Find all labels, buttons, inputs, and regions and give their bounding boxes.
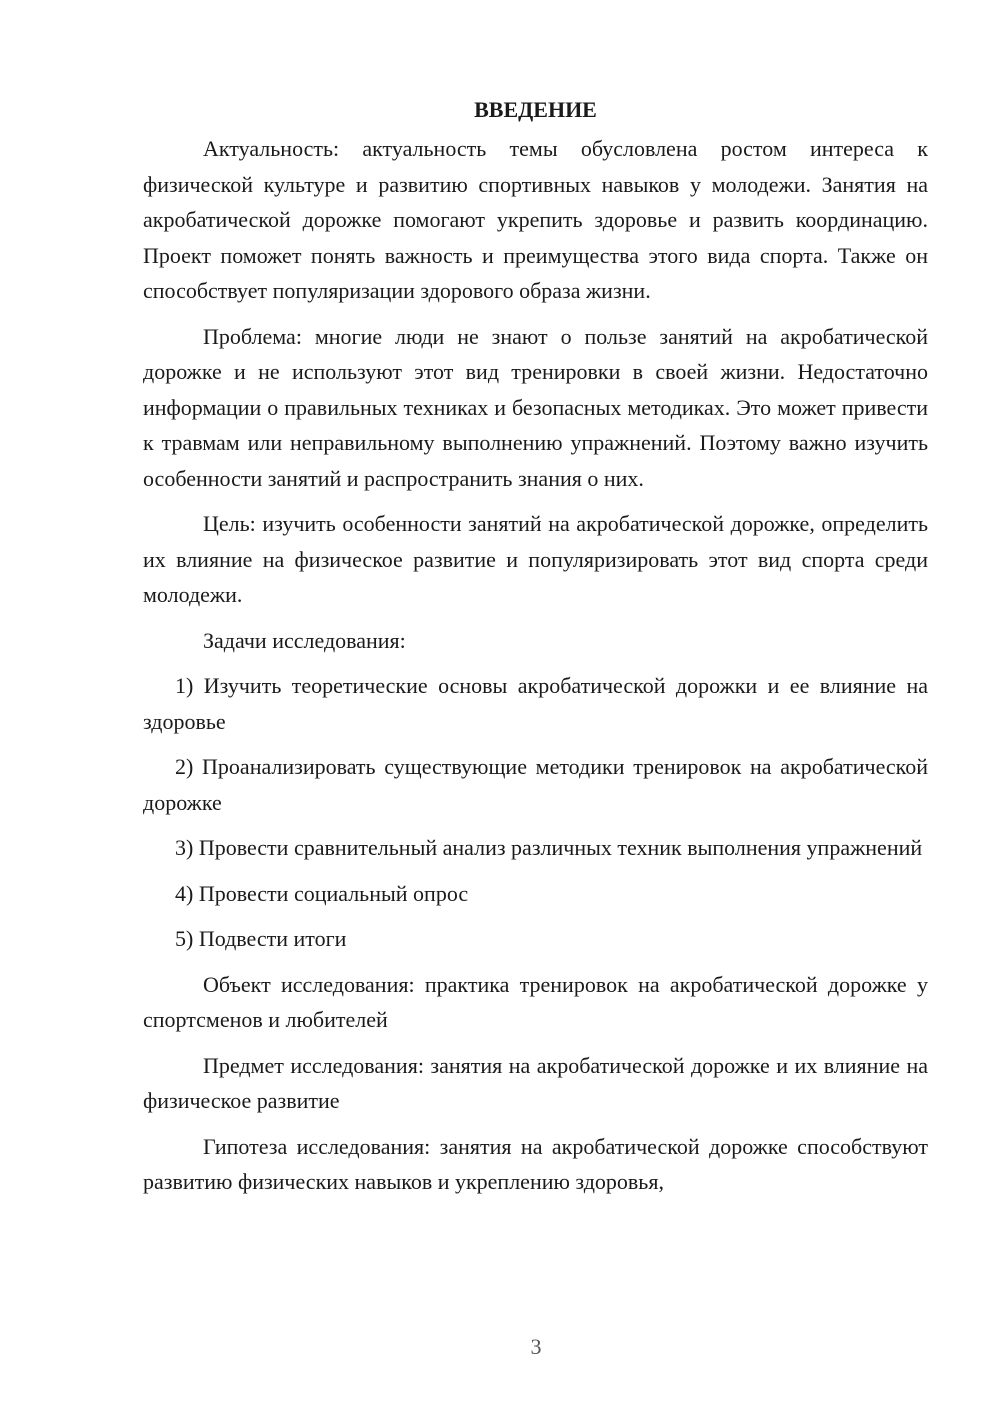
tasks-title: Задачи исследования: xyxy=(203,627,406,653)
subject-paragraph: Предмет исследования: занятия на акробатической дорожке и их влияние на физическое развитие xyxy=(143,1052,928,1113)
problem-paragraph: Проблема: многие люди не знают о пользе занятий на акробатической дорожке и не используют этот вид тренировки в своей жизни. Недостаточно информации о правильных техниках и безопасных методиках. Это может привести к травмам или неправильному выполнению упражнений. Поэтому важно изучить особенности занятий и распространить знания о них. xyxy=(143,323,928,491)
page-heading: ВВЕДЕНИЕ xyxy=(474,97,597,122)
list-item: 1) Изучить теоретические основы акробатической дорожки и ее влияние на здоровье xyxy=(143,673,928,734)
list-item: 4) Провести социальный опрос xyxy=(175,880,469,906)
hypothesis-paragraph: Гипотеза исследования: занятия на акробатической дорожке способствуют развитию физических навыков и укреплению здоровья, xyxy=(143,1133,928,1194)
goal-paragraph: Цель: изучить особенности занятий на акробатической дорожке, определить их влияние на физическое развитие и популяризировать этот вид спорта среди молодежи. xyxy=(143,511,928,607)
object-paragraph: Объект исследования: практика тренировок на акробатической дорожке у спортсменов и любителей xyxy=(143,971,928,1032)
list-item: 3) Провести сравнительный анализ различных техник выполнения упражнений xyxy=(175,835,923,860)
list-item: 5) Подвести итоги xyxy=(175,926,347,951)
relevance-paragraph: Актуальность: актуальность темы обусловлена ростом интереса к физической культуре и развитию спортивных навыков у молодежи. Занятия на акробатической дорожке помогают укрепить здоровье и развить координацию. Проект поможет понять важность и преимущества этого вида спорта. Также он способствует популяризации здорового образа жизни. xyxy=(143,136,928,303)
page-number: 3 xyxy=(530,1334,542,1359)
page-content xyxy=(143,92,928,1210)
list-item: 2) Проанализировать существующие методики тренировок на акробатической дорожке xyxy=(143,754,928,815)
tasks-list xyxy=(143,668,928,957)
